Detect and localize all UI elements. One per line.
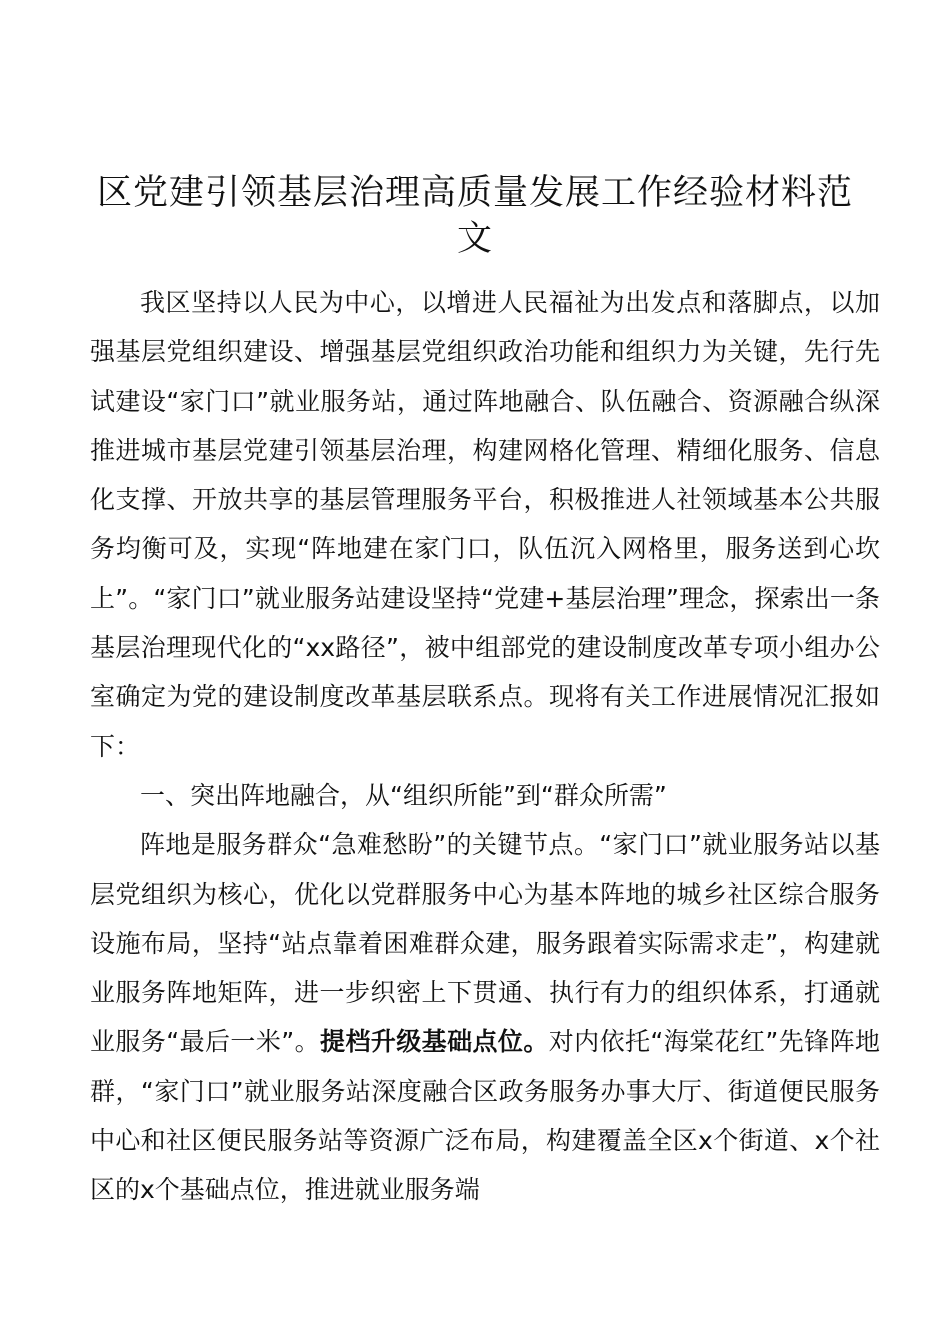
section-1-heading: 一、突出阵地融合，从“组织所能”到“群众所需”	[140, 780, 667, 810]
section-1-paragraph	[90, 820, 880, 1214]
section-1-bold-lead: 提档升级基础点位。	[320, 1027, 549, 1057]
intro-paragraph: 我区坚持以人民为中心，以增进人民福祉为出发点和落脚点，以加强基层党组织建设、增强基层党组织政治功能和组织力为关键，先行先试建设“家门口”就业服务站，通过阵地融合、队伍融合、资源融合纵深推进城市基层党建引领基层治理，构建网格化管理、精细化服务、信息化支撑、开放共享的基层管理服务平台，积极推进人社领域基本公共服务均衡可及，实现“阵地建在家门口，队伍沉入网格里，服务送到心坎上”。“家门口”就业服务站建设坚持“党建+基层治理”理念，探索出一条基层治理现代化的“xx路径”，被中组部党的建设制度改革专项小组办公室确定为党的建设制度改革基层联系点。现将有关工作进展情况汇报如下：	[90, 288, 880, 761]
section-1-text-b: 对内依托“海棠花红”先锋阵地群，“家门口”就业服务站深度融合区政务服务办事大厅、街道便民服务中心和社区便民服务站等资源广泛布局，构建覆盖全区x个街道、x个社区的x个基础点位，推进就业服务端	[90, 1027, 881, 1205]
document-title: 区党建引领基层治理高质量发展工作经验材料范文	[96, 173, 853, 259]
document-body	[90, 278, 880, 1215]
section-1-text-a: 阵地是服务群众“急难愁盼”的关键节点。“家门口”就业服务站以基层党组织为核心，优化以党群服务中心为基本阵地的城乡社区综合服务设施布局，坚持“站点靠着困难群众建，服务跟着实际需求走”，构建就业服务阵地矩阵，进一步织密上下贯通、执行有力的组织体系，打通就业服务“最后一米”。	[90, 830, 880, 1057]
